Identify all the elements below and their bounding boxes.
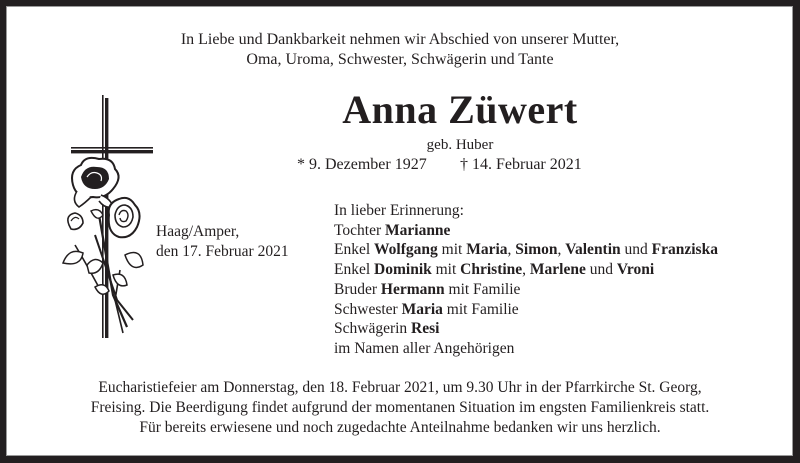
mourner-name: Wolfgang [374, 241, 438, 259]
mourner-relation-text: , [522, 261, 530, 279]
mourner-name: Dominik [374, 261, 432, 279]
mourner-name: Maria [401, 300, 443, 318]
mourner-line [334, 280, 718, 300]
mourner-relation-text: und [585, 261, 617, 279]
maiden-name: geb. Huber [426, 137, 494, 153]
mourners-list [334, 201, 718, 359]
mourner-line [334, 300, 718, 320]
service-line-1: Eucharistiefeier am Donnerstag, den 18. Februar 2021, um 9.30 Uhr in der Pfarrkirche St. Georg, [98, 379, 702, 396]
mourner-line [334, 260, 718, 280]
mourner-name: Maria [466, 241, 508, 259]
cross-with-roses-icon [55, 95, 155, 345]
intro-line-2: Oma, Uroma, Schwester, Schwägerin und Tante [246, 51, 554, 68]
mourner-name: Vroni [616, 261, 655, 279]
thanks-line: Für bereits erwiesene und noch zugedachte Anteilnahme bedanken wir uns herzlich. [139, 419, 661, 436]
mourner-relation-text: , [557, 241, 566, 259]
mourner-relation-text: mit Familie [444, 280, 521, 298]
intro-text [0, 30, 800, 70]
mourner-name: Hermann [380, 280, 445, 298]
mourner-relation-text: und [620, 241, 652, 259]
mourner-relation-text: Enkel [334, 241, 375, 259]
mourner-relation-text: Schwester [334, 300, 402, 318]
mourner-relation-text: Tochter [334, 221, 385, 239]
mourner-name: Marlene [529, 261, 586, 279]
mourner-lines [334, 221, 718, 359]
notice-date: den 17. Februar 2021 [156, 243, 289, 260]
mourners-heading: In lieber Erinnerung: [334, 202, 464, 219]
mourner-line [334, 240, 718, 260]
place-and-date [156, 222, 289, 262]
death-date: † 14. Februar 2021 [460, 156, 582, 173]
mourner-name: Resi [411, 320, 440, 338]
intro-line-1: In Liebe und Dankbarkeit nehmen wir Abschied von unserer Mutter, [180, 31, 620, 48]
mourner-line [334, 339, 718, 359]
mourner-relation-text: Enkel [334, 261, 375, 279]
mourner-name: Christine [460, 261, 523, 279]
mourner-relation-text: Schwägerin [334, 320, 412, 338]
service-info [0, 378, 800, 438]
mourner-name: Marianne [385, 221, 451, 239]
mourner-name: Franziska [651, 241, 718, 259]
mourner-line [334, 319, 718, 339]
deceased-name: Anna Züwert [342, 87, 578, 132]
mourner-name: Valentin [565, 241, 621, 259]
place: Haag/Amper, [156, 223, 240, 240]
mourner-name: Simon [515, 241, 558, 259]
mourner-relation-text: , [507, 241, 516, 259]
mourner-line [334, 221, 718, 241]
mourner-relation-text: im Namen aller Angehörigen [334, 339, 515, 357]
mourner-relation-text: mit [431, 261, 461, 279]
mourner-relation-text: mit Familie [442, 300, 519, 318]
service-line-2: Freising. Die Beerdigung findet aufgrund der momentanen Situation im engsten Familienkreis statt. [90, 399, 710, 416]
birth-date: * 9. Dezember 1927 [297, 156, 427, 173]
mourner-relation-text: Bruder [334, 280, 381, 298]
mourner-relation-text: mit [437, 241, 467, 259]
